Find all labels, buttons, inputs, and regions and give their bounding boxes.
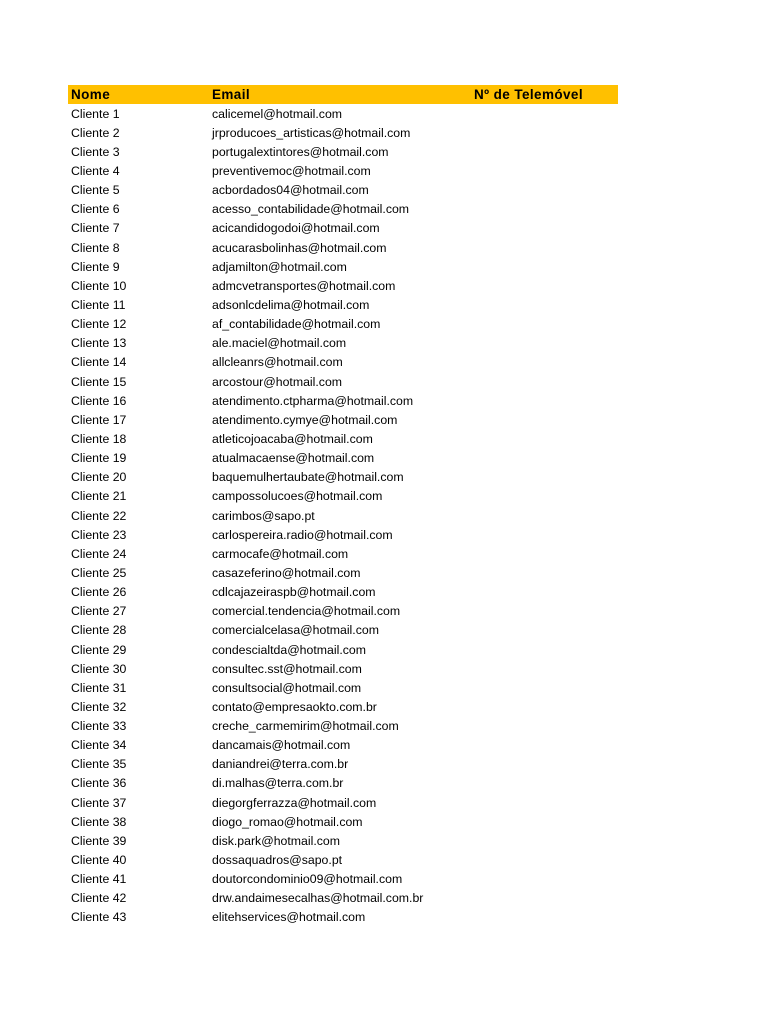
- table-row: [68, 563, 618, 582]
- table-row: [68, 793, 618, 812]
- cell-email: campossolucoes@hotmail.com: [212, 489, 383, 504]
- cell-nome: Cliente 33: [71, 719, 127, 734]
- cell-email: atendimento.ctpharma@hotmail.com: [212, 393, 414, 408]
- table-row: [68, 812, 618, 831]
- table-row: [68, 697, 618, 716]
- table-row: [68, 602, 618, 621]
- table-row: [68, 123, 618, 142]
- cell-nome: Cliente 26: [71, 585, 127, 600]
- cell-nome: Cliente 23: [71, 527, 127, 542]
- cell-nome: Cliente 31: [71, 680, 127, 695]
- cell-nome: Cliente 17: [71, 412, 127, 427]
- table-header: [68, 85, 618, 104]
- cell-nome: Cliente 9: [71, 259, 120, 274]
- cell-nome: Cliente 37: [71, 795, 127, 810]
- cell-email: diegorgferrazza@hotmail.com: [212, 795, 377, 810]
- cell-nome: Cliente 36: [71, 776, 127, 791]
- cell-email: acesso_contabilidade@hotmail.com: [212, 202, 410, 217]
- cell-nome: Cliente 14: [71, 355, 127, 370]
- cell-nome: Cliente 20: [71, 470, 127, 485]
- cell-nome: Cliente 24: [71, 546, 127, 561]
- cell-email: preventivemoc@hotmail.com: [212, 163, 371, 178]
- cell-nome: Cliente 29: [71, 642, 127, 657]
- cell-email: atendimento.cymye@hotmail.com: [212, 412, 398, 427]
- cell-nome: Cliente 42: [71, 891, 127, 906]
- cell-email: elitehservices@hotmail.com: [212, 910, 366, 925]
- cell-nome: Cliente 10: [71, 278, 127, 293]
- table-body: [68, 104, 618, 927]
- cell-nome: Cliente 39: [71, 833, 127, 848]
- table-row: [68, 640, 618, 659]
- cell-nome: Cliente 18: [71, 431, 127, 446]
- cell-email: acbordados04@hotmail.com: [212, 183, 369, 198]
- cell-email: atleticojoacaba@hotmail.com: [212, 431, 373, 446]
- cell-email: arcostour@hotmail.com: [212, 374, 343, 389]
- column-header-telemovel: Nº de Telemóvel: [474, 87, 583, 102]
- cell-email: doutorcondominio09@hotmail.com: [212, 872, 403, 887]
- cell-nome: Cliente 32: [71, 699, 127, 714]
- table-row: [68, 889, 618, 908]
- column-header-email: Email: [212, 87, 251, 102]
- cell-nome: Cliente 1: [71, 106, 120, 121]
- cell-nome: Cliente 8: [71, 240, 120, 255]
- table-row: [68, 142, 618, 161]
- cell-email: contato@empresaokto.com.br: [212, 699, 377, 714]
- table-row: [68, 410, 618, 429]
- table-row: [68, 736, 618, 755]
- cell-nome: Cliente 28: [71, 623, 127, 638]
- table-row: [68, 678, 618, 697]
- cell-email: dancamais@hotmail.com: [212, 738, 351, 753]
- cell-email: daniandrei@terra.com.br: [212, 757, 349, 772]
- cell-nome: Cliente 34: [71, 738, 127, 753]
- cell-nome: Cliente 16: [71, 393, 127, 408]
- cell-nome: Cliente 4: [71, 163, 120, 178]
- cell-email: consultsocial@hotmail.com: [212, 680, 362, 695]
- cell-email: consultec.sst@hotmail.com: [212, 661, 362, 676]
- cell-nome: Cliente 27: [71, 604, 127, 619]
- cell-email: dossaquadros@sapo.pt: [212, 853, 343, 868]
- table-row: [68, 449, 618, 468]
- cell-email: casazeferino@hotmail.com: [212, 565, 361, 580]
- table-row: [68, 104, 618, 123]
- cell-email: creche_carmemirim@hotmail.com: [212, 719, 399, 734]
- cell-nome: Cliente 21: [71, 489, 127, 504]
- cell-email: portugalextintores@hotmail.com: [212, 144, 389, 159]
- cell-email: carlospereira.radio@hotmail.com: [212, 527, 393, 542]
- table-row: [68, 295, 618, 314]
- cell-nome: Cliente 7: [71, 221, 120, 236]
- cell-email: af_contabilidade@hotmail.com: [212, 317, 381, 332]
- table-row: [68, 219, 618, 238]
- cell-nome: Cliente 35: [71, 757, 127, 772]
- cell-email: comercial.tendencia@hotmail.com: [212, 604, 401, 619]
- cell-email: baquemulhertaubate@hotmail.com: [212, 470, 404, 485]
- table-row: [68, 372, 618, 391]
- cell-nome: Cliente 3: [71, 144, 120, 159]
- cell-nome: Cliente 43: [71, 910, 127, 925]
- cell-nome: Cliente 25: [71, 565, 127, 580]
- cell-email: di.malhas@terra.com.br: [212, 776, 344, 791]
- table-row: [68, 238, 618, 257]
- cell-nome: Cliente 6: [71, 202, 120, 217]
- cell-nome: Cliente 5: [71, 183, 120, 198]
- table-row: [68, 161, 618, 180]
- cell-email: drw.andaimesecalhas@hotmail.com.br: [212, 891, 424, 906]
- table-row: [68, 334, 618, 353]
- cell-email: admcvetransportes@hotmail.com: [212, 278, 396, 293]
- table-row: [68, 257, 618, 276]
- cell-email: cdlcajazeiraspb@hotmail.com: [212, 585, 376, 600]
- table-row: [68, 525, 618, 544]
- table-row: [68, 908, 618, 927]
- cell-email: calicemel@hotmail.com: [212, 106, 343, 121]
- cell-email: condescialtda@hotmail.com: [212, 642, 366, 657]
- column-header-nome: Nome: [71, 87, 111, 102]
- table-row: [68, 755, 618, 774]
- cell-email: allcleanrs@hotmail.com: [212, 355, 343, 370]
- table-row: [68, 506, 618, 525]
- cell-nome: Cliente 38: [71, 814, 127, 829]
- cell-nome: Cliente 30: [71, 661, 127, 676]
- table-row: [68, 468, 618, 487]
- table-row: [68, 850, 618, 869]
- cell-email: ale.maciel@hotmail.com: [212, 336, 347, 351]
- cell-nome: Cliente 2: [71, 125, 120, 140]
- table-row: [68, 774, 618, 793]
- cell-email: carimbos@sapo.pt: [212, 508, 315, 523]
- cell-email: acucarasbolinhas@hotmail.com: [212, 240, 387, 255]
- cell-email: adsonlcdelima@hotmail.com: [212, 297, 370, 312]
- cell-email: atualmacaense@hotmail.com: [212, 451, 375, 466]
- cell-email: acicandidogodoi@hotmail.com: [212, 221, 380, 236]
- table-row: [68, 583, 618, 602]
- cell-nome: Cliente 13: [71, 336, 127, 351]
- cell-email: carmocafe@hotmail.com: [212, 546, 349, 561]
- cell-email: diogo_romao@hotmail.com: [212, 814, 363, 829]
- table-row: [68, 544, 618, 563]
- table-row: [68, 391, 618, 410]
- cell-nome: Cliente 11: [71, 297, 126, 312]
- table-row: [68, 487, 618, 506]
- cell-email: comercialcelasa@hotmail.com: [212, 623, 379, 638]
- table-row: [68, 831, 618, 850]
- table-row: [68, 315, 618, 334]
- table-row: [68, 353, 618, 372]
- table-row: [68, 200, 618, 219]
- client-table: [68, 85, 618, 927]
- cell-email: disk.park@hotmail.com: [212, 833, 340, 848]
- table-row: [68, 276, 618, 295]
- cell-nome: Cliente 40: [71, 853, 127, 868]
- cell-email: adjamilton@hotmail.com: [212, 259, 347, 274]
- table-row: [68, 717, 618, 736]
- table-row: [68, 429, 618, 448]
- cell-nome: Cliente 19: [71, 451, 127, 466]
- cell-nome: Cliente 15: [71, 374, 127, 389]
- cell-email: jrproducoes_artisticas@hotmail.com: [212, 125, 411, 140]
- table-row: [68, 870, 618, 889]
- table-row: [68, 181, 618, 200]
- table-row: [68, 621, 618, 640]
- cell-nome: Cliente 41: [71, 872, 127, 887]
- table-row: [68, 659, 618, 678]
- cell-nome: Cliente 22: [71, 508, 127, 523]
- cell-nome: Cliente 12: [71, 317, 127, 332]
